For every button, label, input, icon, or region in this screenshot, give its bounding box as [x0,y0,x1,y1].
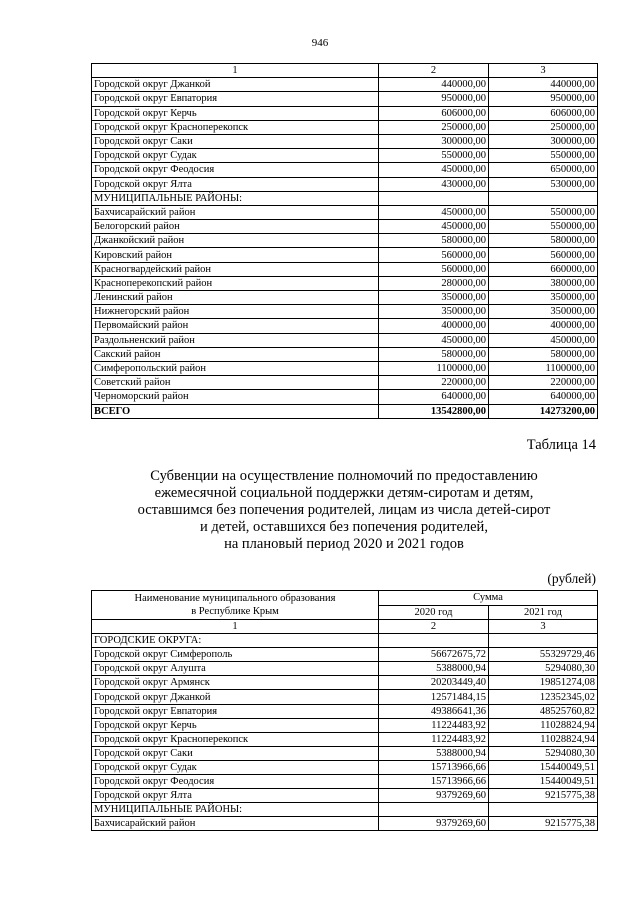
cell-name: Городской округ Судак [92,760,379,774]
cell-name: МУНИЦИПАЛЬНЫЕ РАЙОНЫ: [92,191,379,205]
table-row [92,746,598,760]
cell-value-2020: 5388000,94 [379,746,489,760]
table-row [92,319,598,333]
cell-value-2020: 430000,00 [379,177,489,191]
cell-value-2021: 5294080,30 [489,746,598,760]
cell-value-2020: 1100000,00 [379,361,489,375]
header-row [92,591,598,606]
cell-value-2021 [489,191,598,205]
cell-value-2021: 15440049,51 [489,775,598,789]
table-row [92,78,598,92]
cell-value-2021 [489,634,598,648]
cell-name: Городской округ Керчь [92,718,379,732]
cell-value-2021: 606000,00 [489,106,598,120]
table-row [92,760,598,774]
cell-name: Городской округ Евпатория [92,92,379,106]
cell-name: Городской округ Ялта [92,789,379,803]
cell-name: Городской округ Красноперекопск [92,732,379,746]
table-row [92,305,598,319]
cell-name: Городской округ Армянск [92,676,379,690]
table-row [92,262,598,276]
cell-name: Советский район [92,376,379,390]
table-row [92,291,598,305]
cell-value-2021: 550000,00 [489,149,598,163]
table-row [92,376,598,390]
year-2021-header: 2021 год [489,605,598,620]
cell-value-2021: 550000,00 [489,220,598,234]
caption-line: ежемесячной социальной поддержки детям-сиротам и детям, [154,485,534,501]
cell-value-2021: 440000,00 [489,78,598,92]
cell-value-2020: 350000,00 [379,291,489,305]
cell-value-2020: 450000,00 [379,220,489,234]
table-row [92,634,598,648]
cell-value-2020: 450000,00 [379,205,489,219]
cell-name: Симферопольский район [92,361,379,375]
cell-value-2021: 650000,00 [489,163,598,177]
cell-value-2021: 950000,00 [489,92,598,106]
cell-value-2020 [379,803,489,817]
cell-name: Городской округ Саки [92,746,379,760]
cell-value-2020: 580000,00 [379,347,489,361]
table-row [92,205,598,219]
cell-name: Ленинский район [92,291,379,305]
cell-value-2021: 12352345,02 [489,690,598,704]
total-name: ВСЕГО [92,404,379,418]
cell-value-2020: 580000,00 [379,234,489,248]
cell-value-2020 [379,191,489,205]
cell-value-2020: 606000,00 [379,106,489,120]
table-row [92,404,598,418]
table-row [92,775,598,789]
cell-value-2020: 20203449,40 [379,676,489,690]
cell-name: Городской округ Евпатория [92,704,379,718]
table-row [92,347,598,361]
cell-value-2021: 220000,00 [489,376,598,390]
table-row [92,177,598,191]
cell-value-2021: 48525760,82 [489,704,598,718]
cell-name: Городской округ Красноперекопск [92,120,379,134]
table-row [92,718,598,732]
cell-name: Кировский район [92,248,379,262]
column-number-row [92,64,598,78]
cell-value-2021: 11028824,94 [489,718,598,732]
cell-value-2021: 400000,00 [489,319,598,333]
table-row [92,149,598,163]
table-row [92,276,598,290]
caption-line: Субвенции на осуществление полномочий по предоставлению [150,468,538,484]
caption-line: и детей, оставшихся без попечения родителей, [200,519,488,535]
cell-value-2020: 350000,00 [379,305,489,319]
cell-value-2020: 300000,00 [379,134,489,148]
col-number-3: 3 [489,64,598,78]
cell-value-2021: 350000,00 [489,291,598,305]
cell-value-2021: 640000,00 [489,390,598,404]
header-line: Наименование муниципального образования [134,593,336,604]
cell-value-2020: 220000,00 [379,376,489,390]
col-number-1: 1 [92,64,379,78]
col-number-3: 3 [489,620,598,634]
caption-line: оставшимся без попечения родителей, лицам из числа детей-сирот [137,502,551,518]
cell-value-2021: 15440049,51 [489,760,598,774]
municipality-column-header [92,591,379,620]
cell-value-2020: 450000,00 [379,333,489,347]
cell-value-2020: 440000,00 [379,78,489,92]
cell-value-2020: 11224483,92 [379,732,489,746]
cell-name: МУНИЦИПАЛЬНЫЕ РАЙОНЫ: [92,803,379,817]
cell-value-2021: 9215775,38 [489,817,598,831]
cell-name: Городской округ Керчь [92,106,379,120]
table-row [92,163,598,177]
table-row [92,92,598,106]
cell-value-2020: 15713966,66 [379,760,489,774]
cell-name: Нижнегорский район [92,305,379,319]
cell-value-2020: 9379269,60 [379,817,489,831]
table-row [92,732,598,746]
cell-value-2021: 19851274,08 [489,676,598,690]
table-row [92,361,598,375]
table-row [92,803,598,817]
cell-value-2020 [379,634,489,648]
cell-value-2021: 660000,00 [489,262,598,276]
col-number-1: 1 [92,620,379,634]
cell-value-2021: 1100000,00 [489,361,598,375]
cell-value-2021: 9215775,38 [489,789,598,803]
cell-value-2020: 9379269,60 [379,789,489,803]
cell-name: Городской округ Саки [92,134,379,148]
year-2020-header: 2020 год [379,605,489,620]
table-row [92,648,598,662]
cell-name: Городской округ Ялта [92,177,379,191]
total-value-2021: 14273200,00 [489,404,598,418]
cell-name: Городской округ Феодосия [92,163,379,177]
col-number-2: 2 [379,64,489,78]
table-row [92,220,598,234]
cell-name: Джанкойский район [92,234,379,248]
cell-name: Городской округ Алушта [92,662,379,676]
cell-value-2021: 560000,00 [489,248,598,262]
cell-value-2021: 580000,00 [489,347,598,361]
table-row [92,817,598,831]
cell-value-2020: 56672675,72 [379,648,489,662]
table-row [92,676,598,690]
cell-value-2020: 11224483,92 [379,718,489,732]
col-number-2: 2 [379,620,489,634]
cell-value-2021: 11028824,94 [489,732,598,746]
cell-name: Городской округ Феодосия [92,775,379,789]
table-row [92,234,598,248]
cell-value-2020: 550000,00 [379,149,489,163]
cell-value-2020: 250000,00 [379,120,489,134]
cell-value-2020: 560000,00 [379,262,489,276]
table-row [92,390,598,404]
table-row [92,333,598,347]
cell-value-2020: 15713966,66 [379,775,489,789]
cell-name: Красноперекопский район [92,276,379,290]
cell-name: Городской округ Судак [92,149,379,163]
subvention-table [91,590,598,831]
sum-header: Сумма [379,591,598,606]
caption-line: на плановый период 2020 и 2021 годов [224,536,464,552]
cell-value-2020: 12571484,15 [379,690,489,704]
cell-value-2020: 560000,00 [379,248,489,262]
cell-name: Красногвардейский район [92,262,379,276]
table-row [92,120,598,134]
cell-value-2021: 380000,00 [489,276,598,290]
cell-value-2021: 580000,00 [489,234,598,248]
cell-value-2021: 550000,00 [489,205,598,219]
cell-value-2021 [489,803,598,817]
cell-name: ГОРОДСКИЕ ОКРУГА: [92,634,379,648]
cell-name: Белогорский район [92,220,379,234]
cell-value-2021: 300000,00 [489,134,598,148]
cell-name: Черноморский район [92,390,379,404]
table-row [92,106,598,120]
table-row [92,248,598,262]
cell-name: Бахчисарайский район [92,205,379,219]
table-row [92,191,598,205]
table-row [92,704,598,718]
cell-value-2020: 950000,00 [379,92,489,106]
cell-value-2020: 450000,00 [379,163,489,177]
table-row [92,690,598,704]
total-value-2020: 13542800,00 [379,404,489,418]
cell-value-2021: 450000,00 [489,333,598,347]
cell-name: Сакский район [92,347,379,361]
column-number-row [92,620,598,634]
cell-value-2021: 530000,00 [489,177,598,191]
cell-name: Первомайский район [92,319,379,333]
cell-name: Бахчисарайский район [92,817,379,831]
cell-value-2020: 280000,00 [379,276,489,290]
table-row [92,789,598,803]
cell-value-2021: 5294080,30 [489,662,598,676]
page-number: 946 [311,37,329,49]
cell-value-2021: 55329729,46 [489,648,598,662]
units-label: (рублей) [547,571,596,586]
cell-name: Городской округ Джанкой [92,78,379,92]
table-row [92,134,598,148]
table-caption [90,468,598,553]
cell-value-2020: 640000,00 [379,390,489,404]
cell-name: Раздольненский район [92,333,379,347]
cell-value-2020: 5388000,94 [379,662,489,676]
cell-value-2021: 350000,00 [489,305,598,319]
cell-name: Городской округ Джанкой [92,690,379,704]
table-number-title: Таблица 14 [526,437,596,453]
cell-value-2020: 400000,00 [379,319,489,333]
budget-table-continued [91,63,598,419]
header-line: в Республике Крым [191,606,279,617]
cell-value-2020: 49386641,36 [379,704,489,718]
cell-value-2021: 250000,00 [489,120,598,134]
table-row [92,662,598,676]
cell-name: Городской округ Симферополь [92,648,379,662]
